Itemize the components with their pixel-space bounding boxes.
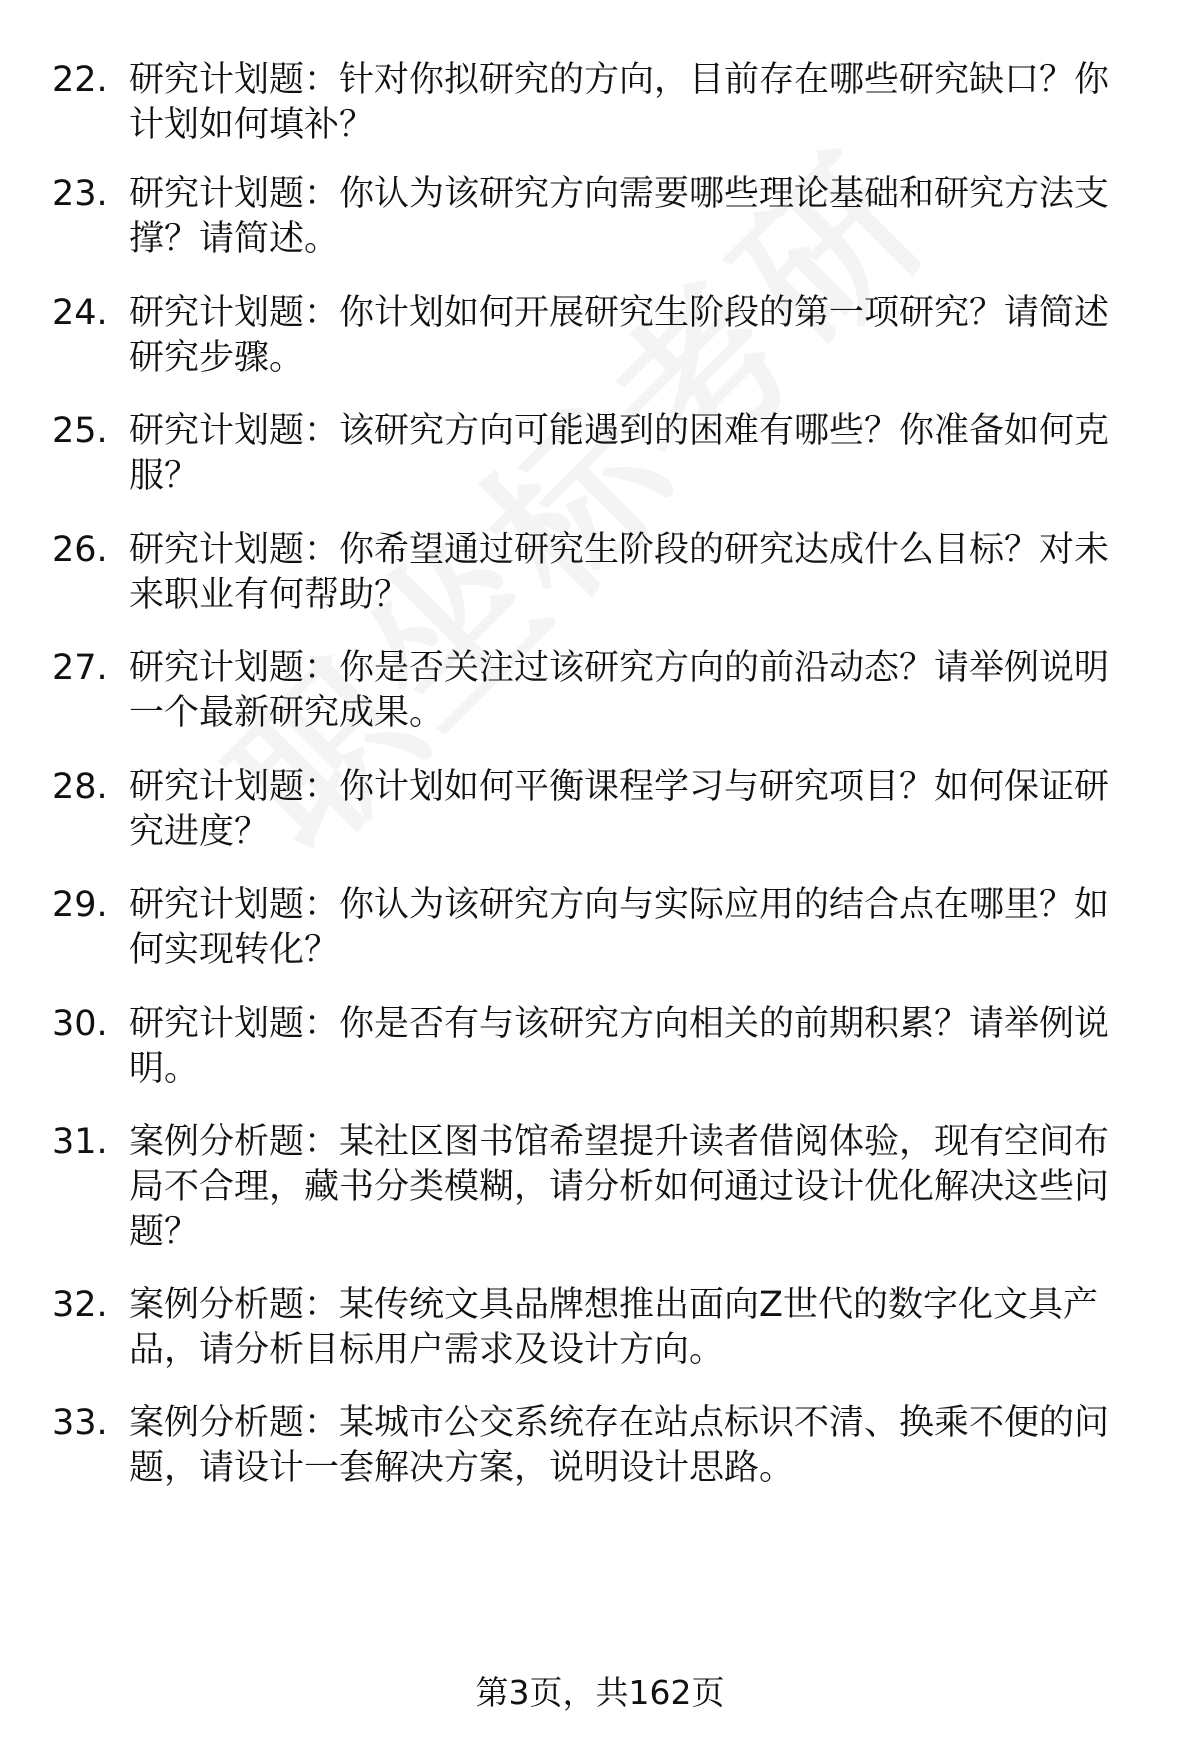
question-item [52, 765, 1142, 855]
question-item [52, 528, 1142, 618]
question-number: 25. [52, 411, 108, 451]
question-text: 案例分析题：某社区图书馆希望提升读者借阅体验，现有空间布局不合理，藏书分类模糊，请分析如何通过设计优化解决这些问题？ [129, 1122, 1110, 1252]
question-item [52, 1283, 1142, 1373]
question-item [52, 291, 1142, 381]
question-item [52, 1120, 1142, 1255]
question-item [52, 1401, 1142, 1491]
question-number: 22. [52, 60, 108, 100]
question-number: 33. [52, 1403, 108, 1443]
question-text: 研究计划题：你计划如何平衡课程学习与研究项目？如何保证研究进度？ [129, 767, 1110, 852]
question-text: 研究计划题：你希望通过研究生阶段的研究达成什么目标？对未来职业有何帮助？ [129, 530, 1110, 615]
question-item [52, 646, 1142, 736]
question-item [52, 409, 1142, 499]
question-text: 研究计划题：你认为该研究方向需要哪些理论基础和研究方法支撑？请简述。 [129, 174, 1110, 259]
question-text: 研究计划题：你认为该研究方向与实际应用的结合点在哪里？如何实现转化？ [129, 885, 1110, 970]
question-item [52, 883, 1142, 973]
question-number: 23. [52, 174, 108, 214]
question-number: 32. [52, 1285, 108, 1325]
question-number: 26. [52, 530, 108, 570]
question-text: 研究计划题：该研究方向可能遇到的困难有哪些？你准备如何克服？ [129, 411, 1110, 496]
question-number: 30. [52, 1004, 108, 1044]
question-item [52, 58, 1142, 148]
question-text: 案例分析题：某传统文具品牌想推出面向Z世代的数字化文具产品，请分析目标用户需求及设计方向。 [129, 1285, 1098, 1370]
question-number: 28. [52, 767, 108, 807]
question-text: 案例分析题：某城市公交系统存在站点标识不清、换乘不便的问题，请设计一套解决方案，说明设计思路。 [129, 1403, 1110, 1488]
page-number-footer: 第3页，共162页 [475, 1673, 725, 1712]
question-number: 29. [52, 885, 108, 925]
question-text: 研究计划题：你计划如何开展研究生阶段的第一项研究？请简述研究步骤。 [129, 293, 1110, 378]
question-item [52, 1002, 1142, 1092]
question-number: 31. [52, 1122, 108, 1162]
question-item [52, 172, 1142, 262]
question-text: 研究计划题：针对你拟研究的方向，目前存在哪些研究缺口？你计划如何填补？ [129, 60, 1110, 145]
question-text: 研究计划题：你是否关注过该研究方向的前沿动态？请举例说明一个最新研究成果。 [129, 648, 1110, 733]
question-text: 研究计划题：你是否有与该研究方向相关的前期积累？请举例说明。 [129, 1004, 1110, 1089]
question-number: 27. [52, 648, 108, 688]
question-number: 24. [52, 293, 108, 333]
